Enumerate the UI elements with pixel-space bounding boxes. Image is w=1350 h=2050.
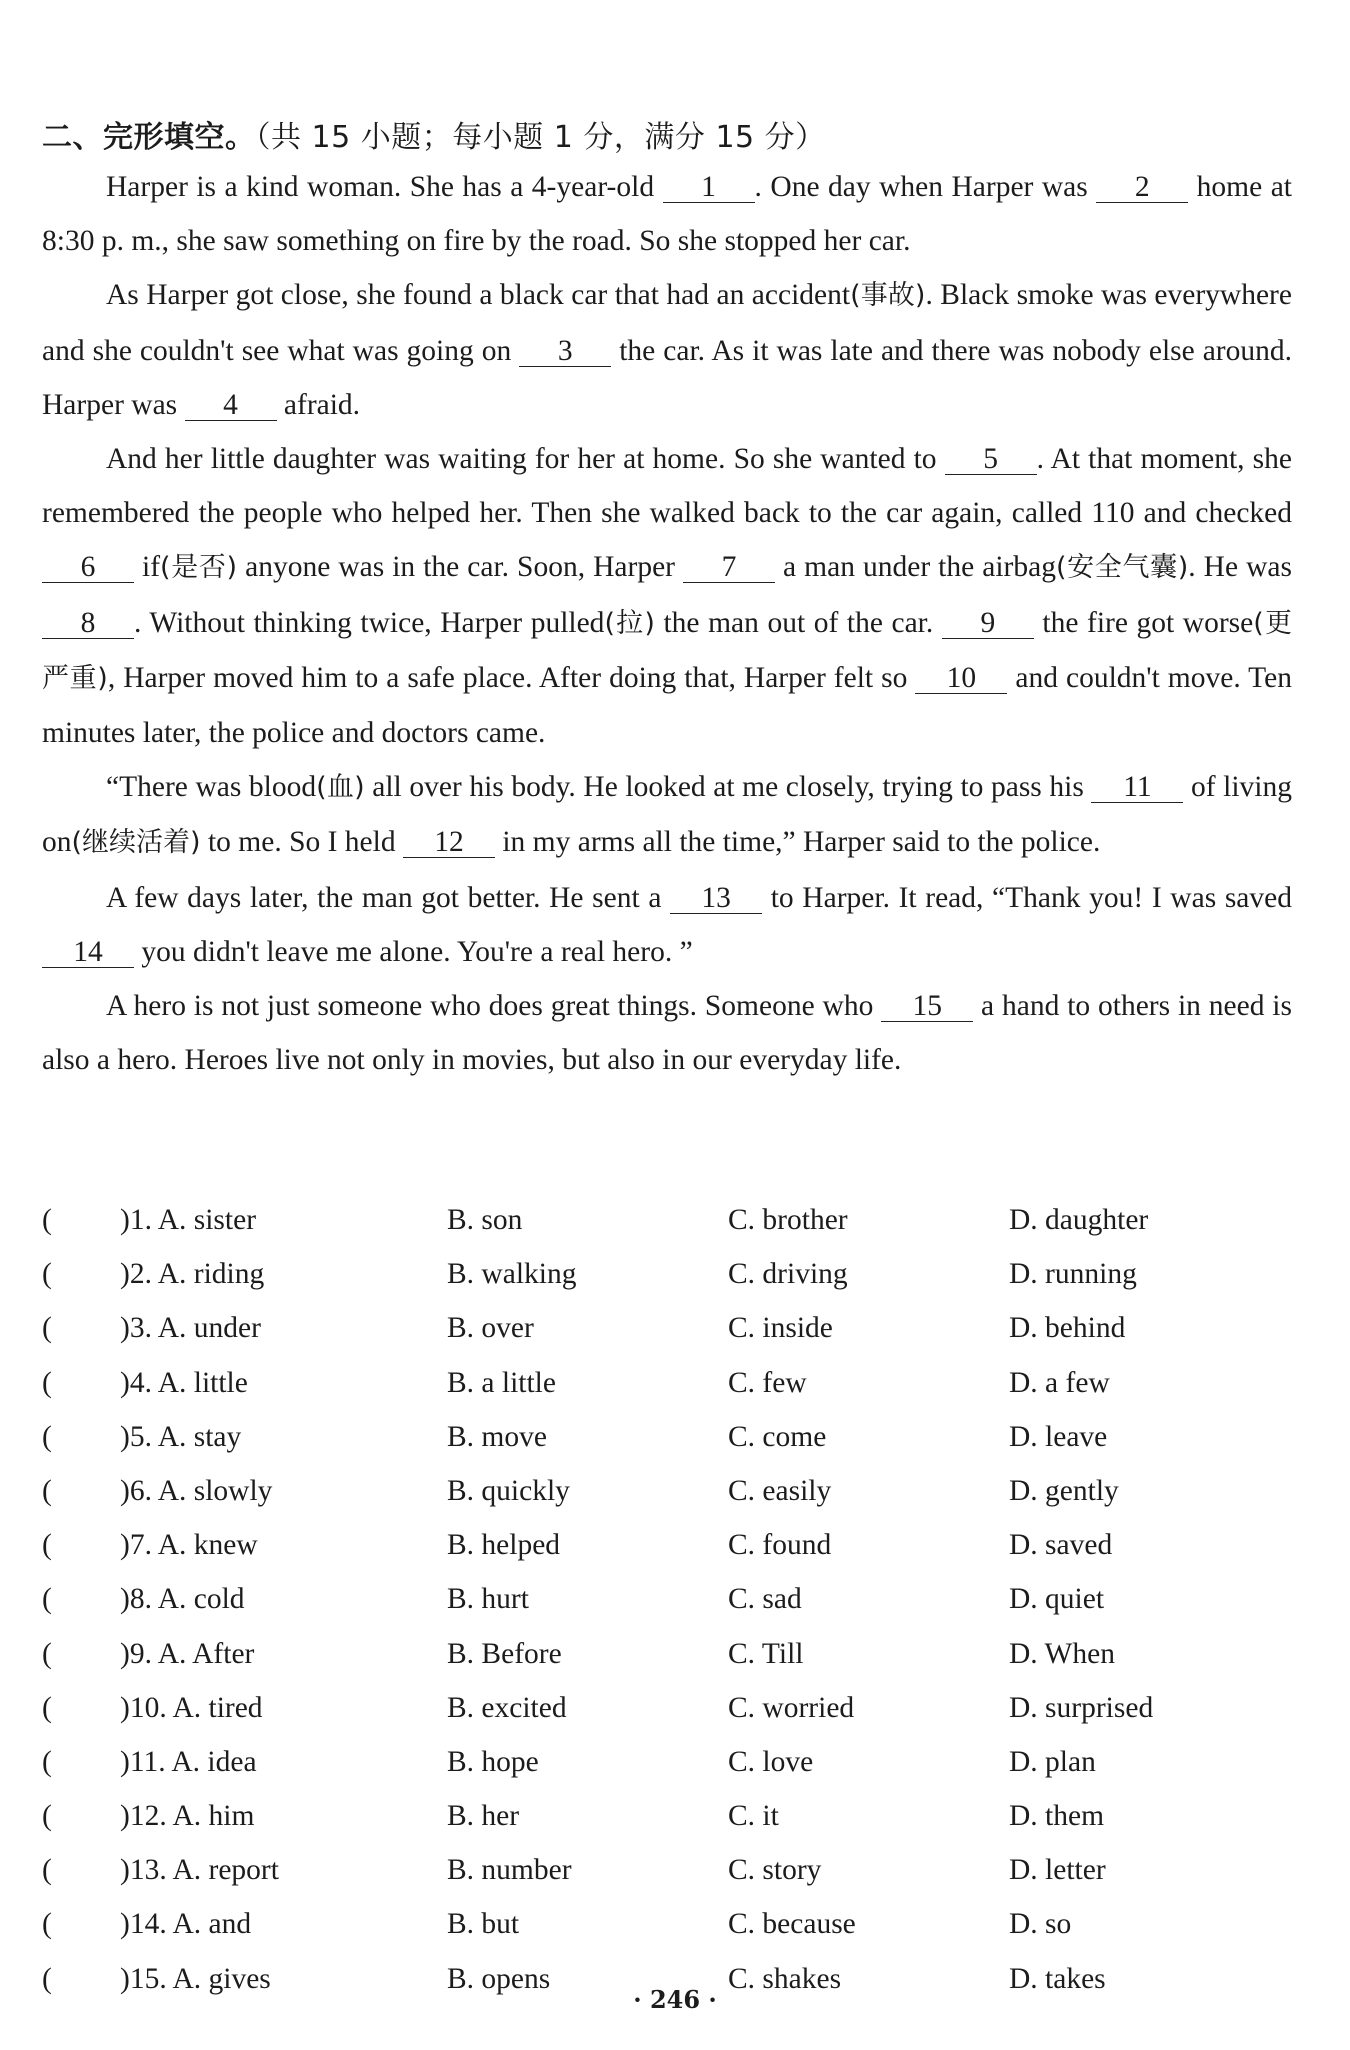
answer-bracket: ( — [42, 1637, 52, 1670]
passage-text: . At that moment, she remembered the people who helped her. Then she walked back to the car again, called 110 and checked — [42, 443, 1292, 530]
passage-text: the man out of the car. — [654, 606, 942, 639]
option-d: D. gently — [1009, 1474, 1119, 1507]
cloze-blank: 2 — [1096, 172, 1188, 203]
option-b: B. move — [447, 1420, 547, 1453]
option-c: C. driving — [728, 1258, 848, 1291]
passage-text: a hand to others in need is also a hero. Heroes live not only in movies, but also in our everyday life. — [42, 990, 1292, 1077]
section-heading — [42, 112, 826, 156]
question-row — [42, 1843, 1292, 1897]
cloze-blank: 3 — [519, 336, 611, 367]
cloze-blank: 8 — [42, 608, 134, 639]
answer-bracket: ( — [42, 1583, 52, 1616]
answer-bracket: ( — [42, 1366, 52, 1399]
question-row — [42, 1572, 1292, 1626]
answer-bracket: ( — [42, 1258, 52, 1291]
question-row — [42, 1356, 1292, 1410]
passage-text: , Harper moved him to a safe place. After doing that, Harper felt so — [107, 661, 916, 694]
passage-paragraph — [42, 760, 1292, 870]
option-c: C. story — [728, 1854, 822, 1887]
passage-text: to me. So I held — [200, 826, 403, 859]
cloze-blank: 7 — [683, 552, 775, 583]
cloze-blank: 12 — [403, 827, 495, 858]
cloze-blank: 1 — [663, 172, 755, 203]
passage-text: home at 8:30 p. m., she saw something on fire by the road. So she stopped her car. — [42, 171, 1292, 258]
chinese-gloss: (拉) — [604, 607, 655, 639]
option-d: D. running — [1009, 1258, 1137, 1291]
passage-text: the fire got worse — [1033, 606, 1254, 639]
cloze-blank: 5 — [945, 444, 1037, 475]
passage-text: and couldn't move. Ten minutes later, the police and doctors came. — [42, 661, 1292, 750]
passage-paragraph — [42, 432, 1292, 760]
option-a: )10. A. tired — [120, 1691, 263, 1724]
answer-bracket: ( — [42, 1474, 52, 1507]
option-b: B. hope — [447, 1745, 539, 1778]
cloze-blank: 13 — [670, 883, 762, 914]
option-d: D. them — [1009, 1800, 1105, 1833]
option-a: )9. A. After — [120, 1637, 255, 1670]
passage-paragraph — [42, 160, 1292, 268]
option-a: )15. A. gives — [120, 1962, 271, 1995]
option-b: B. Before — [447, 1637, 562, 1670]
passage-paragraph — [42, 979, 1292, 1087]
option-d: D. daughter — [1009, 1204, 1149, 1236]
passage-text: And her little daughter was waiting for her at home. So she wanted to — [106, 443, 945, 476]
option-d: D. takes — [1009, 1962, 1106, 1995]
passage-text: . One day when Harper was — [754, 171, 1097, 203]
option-a: )6. A. slowly — [120, 1474, 273, 1507]
option-a: )2. A. riding — [120, 1258, 265, 1291]
answer-bracket: ( — [42, 1691, 52, 1724]
passage-text: anyone was in the car. Soon, Harper — [237, 551, 684, 584]
option-a: )8. A. cold — [120, 1583, 245, 1616]
question-row — [42, 1681, 1292, 1735]
option-a: )11. A. idea — [120, 1745, 257, 1778]
passage-text: a man under the airbag — [775, 551, 1056, 584]
option-c: C. love — [728, 1745, 814, 1778]
chinese-gloss: (更严重) — [42, 607, 1292, 694]
option-d: D. When — [1009, 1637, 1115, 1670]
option-c: C. worried — [728, 1691, 855, 1724]
option-b: B. walking — [447, 1258, 577, 1291]
section-scoring-note: （共 15 小题；每小题 1 分，满分 15 分） — [255, 120, 826, 155]
option-d: D. saved — [1009, 1529, 1113, 1562]
option-a: )3. A. under — [120, 1312, 261, 1345]
answer-bracket: ( — [42, 1420, 52, 1453]
answer-bracket: ( — [42, 1312, 52, 1345]
cloze-blank: 6 — [42, 552, 134, 583]
option-a: )1. A. sister — [120, 1204, 257, 1236]
question-row — [42, 1410, 1292, 1464]
chinese-gloss: (继续活着) — [71, 827, 201, 859]
option-d: D. so — [1009, 1908, 1072, 1941]
answer-bracket: ( — [42, 1800, 52, 1833]
page-number: · 246 · — [633, 1985, 717, 2014]
passage-text: A hero is not just someone who does great things. Someone who — [106, 990, 882, 1023]
question-row — [42, 1301, 1292, 1355]
option-b: B. hurt — [447, 1583, 529, 1616]
question-options-list — [42, 1193, 1292, 2006]
option-a: )12. A. him — [120, 1800, 255, 1833]
option-c: C. easily — [728, 1474, 832, 1507]
question-row — [42, 1247, 1292, 1301]
passage-paragraph — [42, 871, 1292, 979]
answer-bracket: ( — [42, 1854, 52, 1887]
question-row — [42, 1735, 1292, 1789]
passage-text: to Harper. It read, “Thank you! I was saved — [762, 881, 1292, 914]
option-b: B. number — [447, 1854, 572, 1887]
option-d: D. leave — [1009, 1420, 1108, 1453]
option-c: C. shakes — [728, 1962, 842, 1995]
option-c: C. found — [728, 1529, 832, 1562]
passage-text: Harper is a kind woman. She has a 4-year-old — [106, 171, 663, 203]
cloze-blank: 4 — [185, 390, 277, 421]
option-c: C. come — [728, 1420, 827, 1453]
option-a: )7. A. knew — [120, 1529, 258, 1562]
passage-text: afraid. — [276, 388, 361, 421]
passage-text: . Black smoke was everywhere and she couldn't see what was going on — [42, 279, 1292, 367]
answer-bracket: ( — [42, 1745, 52, 1778]
passage-text: A few days later, the man got better. He sent a — [106, 881, 671, 914]
passage-text: you didn't leave me alone. You're a real hero. ” — [134, 935, 693, 968]
question-row — [42, 1789, 1292, 1843]
option-c: C. Till — [728, 1637, 804, 1670]
option-d: D. a few — [1009, 1366, 1110, 1399]
chinese-gloss: (是否) — [160, 552, 238, 584]
chinese-gloss: (事故) — [850, 280, 926, 312]
passage-text: all over his body. He looked at me closely, trying to pass his — [364, 771, 1092, 804]
option-b: B. helped — [447, 1529, 561, 1562]
option-b: B. over — [447, 1312, 534, 1345]
cloze-blank: 15 — [881, 991, 973, 1022]
option-a: )13. A. report — [120, 1854, 279, 1887]
cloze-blank: 10 — [915, 663, 1007, 694]
option-c: C. sad — [728, 1583, 802, 1616]
option-d: D. behind — [1009, 1312, 1126, 1345]
passage-text: of living on — [42, 771, 1293, 859]
cloze-blank: 11 — [1091, 772, 1183, 803]
option-b: B. but — [447, 1908, 520, 1941]
passage-text: in my arms all the time,” Harper said to the police. — [494, 826, 1101, 859]
question-row — [42, 1193, 1292, 1247]
option-a: )4. A. little — [120, 1366, 248, 1399]
chinese-gloss: (血) — [316, 772, 365, 804]
passage-text: . He was — [1188, 551, 1292, 584]
option-b: B. her — [447, 1800, 520, 1833]
option-c: C. because — [728, 1908, 856, 1941]
option-d: D. surprised — [1009, 1691, 1154, 1724]
option-d: D. quiet — [1009, 1583, 1105, 1616]
option-a: )14. A. and — [120, 1908, 252, 1941]
option-c: C. it — [728, 1800, 779, 1833]
option-b: B. a little — [447, 1366, 556, 1399]
option-a: )5. A. stay — [120, 1420, 242, 1453]
answer-bracket: ( — [42, 1908, 52, 1941]
section-title: 二、完形填空。 — [42, 120, 256, 155]
option-c: C. brother — [728, 1204, 848, 1236]
answer-bracket: ( — [42, 1962, 52, 1995]
passage-text: if — [134, 551, 161, 584]
option-c: C. inside — [728, 1312, 833, 1345]
option-b: B. opens — [447, 1962, 551, 1995]
option-b: B. quickly — [447, 1474, 570, 1507]
passage-text: As Harper got close, she found a black car that had an accident — [106, 279, 851, 312]
option-d: D. plan — [1009, 1745, 1096, 1778]
question-row — [42, 1518, 1292, 1572]
passage-paragraph — [42, 268, 1292, 432]
question-row — [42, 1464, 1292, 1518]
cloze-blank: 9 — [942, 608, 1034, 639]
answer-bracket: ( — [42, 1204, 52, 1236]
option-c: C. few — [728, 1366, 807, 1399]
passage-text: “There was blood — [106, 771, 317, 804]
cloze-blank: 14 — [42, 937, 134, 968]
option-b: B. son — [447, 1204, 523, 1236]
option-d: D. letter — [1009, 1854, 1106, 1887]
chinese-gloss: (安全气囊) — [1055, 552, 1189, 584]
question-row — [42, 1627, 1292, 1681]
answer-bracket: ( — [42, 1529, 52, 1562]
cloze-passage — [42, 160, 1292, 1087]
option-b: B. excited — [447, 1691, 567, 1724]
question-row — [42, 1897, 1292, 1951]
passage-text: . Without thinking twice, Harper pulled — [134, 606, 605, 639]
passage-text: the car. As it was late and there was nobody else around. Harper was — [42, 334, 1292, 421]
